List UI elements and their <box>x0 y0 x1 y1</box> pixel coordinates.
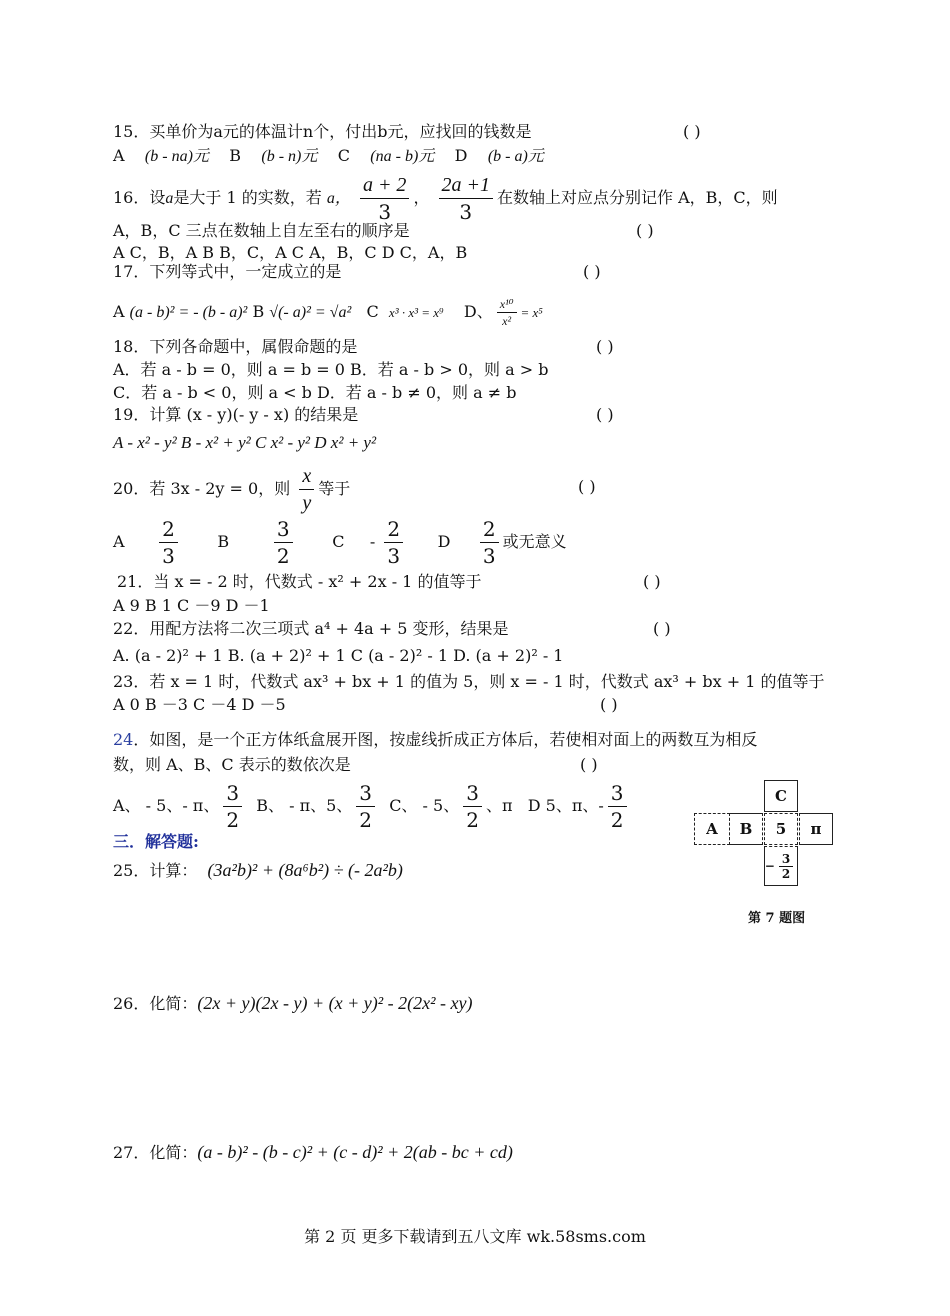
net-face-neg-frac: − $\frac{3}{2}$ <box>764 846 798 886</box>
q15-options: A (b - na)元 B (b - n)元 C (na - b)元 D (b - a)元 <box>113 146 544 165</box>
q17-options: A (a - b)² = - (b - a)² B √(- a)² = √a² C x³ · x³ = x⁹ D、 $\frac{\text{x¹⁰}}{\text{x²}}$ = x⁵ <box>113 297 543 328</box>
q24-bracket: ( ) <box>580 755 598 774</box>
q19-options: A - x² - y² B - x² + y² C x² - y² D x² + y² <box>113 433 377 452</box>
q16-line2: A，B，C 三点在数轴上自左至右的顺序是 <box>113 221 410 240</box>
q16-options: A C，B，A B B，C，A C A，B，C D C，A，B <box>113 243 468 262</box>
net-face-b: B <box>729 813 763 845</box>
q27: 27．化简：(a - b)² - (b - c)² + (c - d)² + 2(ab - bc + cd) <box>113 1142 513 1162</box>
q22-options: A. (a - 2)² + 1 B. (a + 2)² + 1 C (a - 2)² - 1 D. (a + 2)² - 1 <box>113 646 564 665</box>
q18-options-cd: C．若 a - b < 0，则 a < b D．若 a - b ≠ 0，则 a ≠ b <box>113 383 517 402</box>
q20-options: A $\frac{2}{3}$ B $\frac{3}{2}$ C - $\frac{2}{3}$ D $\frac{2}{3}$ 或无意义 <box>113 517 567 568</box>
q21-stem: 21．当 x = - 2 时，代数式 - x² + 2x - 1 的值等于 <box>117 572 482 591</box>
q23-stem: 23．若 x = 1 时，代数式 ax³ + bx + 1 的值为 5，则 x = - 1 时，代数式 ax³ + bx + 1 的值等于 <box>113 672 825 691</box>
q18-bracket: ( ) <box>596 337 614 356</box>
q17-bracket: ( ) <box>583 262 601 281</box>
q21-options: A 9 B 1 C －9 D －1 <box>113 596 270 615</box>
q19-bracket: ( ) <box>596 405 614 424</box>
q18-stem: 18．下列各命题中，属假命题的是 <box>113 337 358 356</box>
q24-line2: 数，则 A、B、C 表示的数依次是 <box>113 755 351 774</box>
figure-caption: 第 7 题图 <box>748 911 806 926</box>
q20-stem: 20．若 3x - 2y = 0，则 $\frac{x}{y}$ 等于 <box>113 465 351 514</box>
page-footer: 第 2 页 更多下载请到五八文库 wk.58sms.com <box>304 1227 646 1246</box>
q16-stem: 16．设a是大于 1 的实数，若 a， $\frac{a + 2}{3}$ ， $\frac{2a +1}{3}$ 在数轴上对应点分别记作 A，B，C，则 <box>113 174 778 224</box>
q17-stem: 17．下列等式中，一定成立的是 <box>113 262 342 281</box>
q22-bracket: ( ) <box>653 619 671 638</box>
q23-options: A 0 B －3 C －4 D －5 <box>113 695 286 714</box>
q25: 25．计算： (3a²b)² + (8a⁶b²) ÷ (- 2a²b) <box>113 860 403 880</box>
net-face-a: A <box>694 813 730 845</box>
q16-bracket: ( ) <box>636 221 654 240</box>
q26: 26．化简：(2x + y)(2x - y) + (x + y)² - 2(2x² - xy) <box>113 993 473 1013</box>
q18-options-ab: A．若 a - b = 0，则 a = b = 0 B．若 a - b > 0，则 a > b <box>113 360 549 379</box>
q19-stem: 19．计算 (x - y)(- y - x) 的结果是 <box>113 405 359 424</box>
q21-bracket: ( ) <box>643 572 661 591</box>
q15-bracket: ( ) <box>683 122 701 141</box>
q23-bracket: ( ) <box>600 695 618 714</box>
q24-options: A、 - 5、- π、 $\frac{3}{2}$ B、 - π、5、 $\frac{3}{2}$ C、 - 5、 $\frac{3}{2}$ 、π D 5、π、- $\frac{3}{2}$ <box>113 780 631 833</box>
net-face-pi: π <box>799 813 833 845</box>
net-face-c: C <box>764 780 798 812</box>
q15-stem: 15．买单价为a元的体温计n个，付出b元，应找回的钱数是 <box>113 122 532 141</box>
q20-bracket: ( ) <box>578 477 596 496</box>
q24-stem: 24．如图，是一个正方体纸盒展开图，按虚线折成正方体后，若使相对面上的两数互为相反 <box>113 730 758 749</box>
net-face-5: 5 <box>764 813 798 845</box>
q22-stem: 22．用配方法将二次三项式 a⁴ + 4a + 5 变形，结果是 <box>113 619 509 638</box>
section-heading: 三．解答题: <box>113 832 199 851</box>
